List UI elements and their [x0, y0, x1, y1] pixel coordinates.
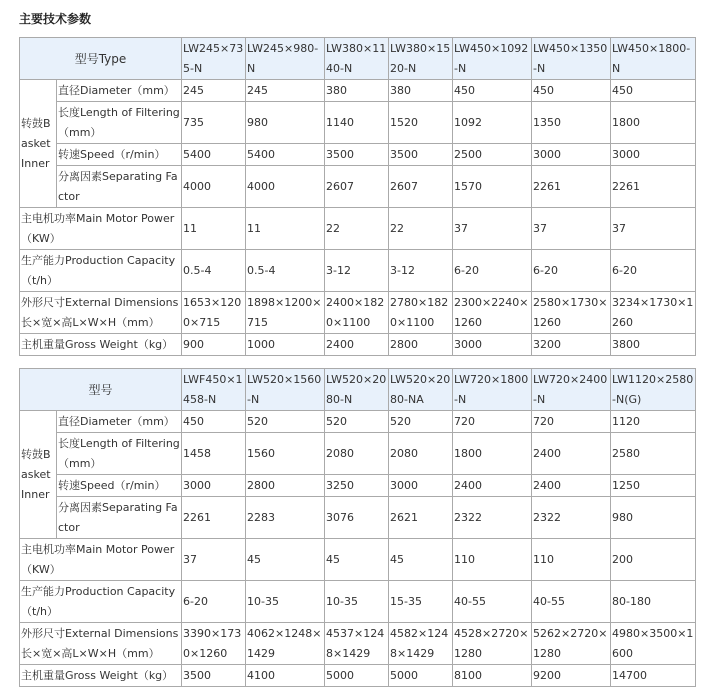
- header-row: [20, 369, 696, 411]
- table-cell: 380: [325, 80, 389, 102]
- table-cell: 2800: [246, 475, 325, 497]
- page-title: 主要技术参数: [19, 12, 92, 26]
- table-cell: 22: [389, 208, 453, 250]
- table-cell: 2580: [611, 433, 696, 475]
- row-label: 主电机功率Main Motor Power（KW）: [20, 208, 182, 250]
- table-cell: 10-35: [246, 581, 325, 623]
- row-label: 外形尺寸External Dimensions长×宽×高L×W×H（mm）: [20, 292, 182, 334]
- table-cell: 450: [532, 80, 611, 102]
- model-name: LW380×1140-N: [325, 38, 389, 80]
- table-row: [20, 411, 696, 433]
- table-cell: 4980×3500×1600: [611, 623, 696, 665]
- model-name: LW720×2400-N: [532, 369, 611, 411]
- table-cell: 40-55: [453, 581, 532, 623]
- table-cell: 2621: [389, 497, 453, 539]
- table-cell: 980: [611, 497, 696, 539]
- table-cell: 8100: [453, 665, 532, 687]
- table-cell: 3076: [325, 497, 389, 539]
- table-cell: 0.5-4: [246, 250, 325, 292]
- model-name: LW720×1800-N: [453, 369, 532, 411]
- table-cell: 45: [246, 539, 325, 581]
- table-cell: 3250: [325, 475, 389, 497]
- table-row: [20, 475, 696, 497]
- table-cell: 2400: [532, 433, 611, 475]
- model-name: LW520×1560-N: [246, 369, 325, 411]
- table-cell: 3800: [611, 334, 696, 356]
- model-name: LW450×1350-N: [532, 38, 611, 80]
- row-label: 主电机功率Main Motor Power（KW）: [20, 539, 182, 581]
- row-label: 外形尺寸External Dimensions长×宽×高L×W×H（mm）: [20, 623, 182, 665]
- model-name: LW380×1520-N: [389, 38, 453, 80]
- table-cell: 3000: [389, 475, 453, 497]
- table-row: [20, 623, 696, 665]
- table-cell: 980: [246, 102, 325, 144]
- table-cell: 380: [389, 80, 453, 102]
- table-cell: 200: [611, 539, 696, 581]
- row-label: 分离因素Separating Factor: [57, 166, 182, 208]
- table-cell: 6-20: [182, 581, 246, 623]
- table-cell: 2261: [532, 166, 611, 208]
- table-cell: 2300×2240×1260: [453, 292, 532, 334]
- row-label: 分离因素Separating Factor: [57, 497, 182, 539]
- table-cell: 4528×2720×1280: [453, 623, 532, 665]
- table-cell: 2800: [389, 334, 453, 356]
- model-name: LW1120×2580-N(G): [611, 369, 696, 411]
- table-cell: 5000: [325, 665, 389, 687]
- table-cell: 110: [532, 539, 611, 581]
- table-cell: 3000: [611, 144, 696, 166]
- model-header: 型号Type: [20, 38, 182, 80]
- table-cell: 2400: [453, 475, 532, 497]
- table-cell: 37: [182, 539, 246, 581]
- table-row: [20, 334, 696, 356]
- table-cell: 2500: [453, 144, 532, 166]
- table-cell: 5400: [182, 144, 246, 166]
- table-cell: 2322: [532, 497, 611, 539]
- row-label: 主机重量Gross Weight（kg）: [20, 334, 182, 356]
- table-cell: 3390×1730×1260: [182, 623, 246, 665]
- table-cell: 5400: [246, 144, 325, 166]
- model-name: LW450×1800-N: [611, 38, 696, 80]
- table-cell: 1653×1200×715: [182, 292, 246, 334]
- table-row: [20, 250, 696, 292]
- table-cell: 1800: [611, 102, 696, 144]
- table-cell: 2400: [532, 475, 611, 497]
- table-cell: 1140: [325, 102, 389, 144]
- table-cell: 2400×1820×1100: [325, 292, 389, 334]
- table-cell: 5262×2720×1280: [532, 623, 611, 665]
- table-cell: 2261: [611, 166, 696, 208]
- table-cell: 37: [453, 208, 532, 250]
- table-cell: 720: [532, 411, 611, 433]
- table-cell: 2607: [325, 166, 389, 208]
- table-row: [20, 144, 696, 166]
- table-cell: 1000: [246, 334, 325, 356]
- model-name: LW450×1092-N: [453, 38, 532, 80]
- table-cell: 900: [182, 334, 246, 356]
- table-cell: 3000: [182, 475, 246, 497]
- table-cell: 3-12: [389, 250, 453, 292]
- table-cell: 245: [246, 80, 325, 102]
- table-cell: 4000: [182, 166, 246, 208]
- table-row: [20, 102, 696, 144]
- table-row: [20, 433, 696, 475]
- table-cell: 520: [246, 411, 325, 433]
- table-cell: 245: [182, 80, 246, 102]
- table-cell: 1570: [453, 166, 532, 208]
- model-name: LWF450×1458-N: [182, 369, 246, 411]
- table-cell: 2283: [246, 497, 325, 539]
- table-cell: 22: [325, 208, 389, 250]
- row-label: 直径Diameter（mm）: [57, 411, 182, 433]
- row-label: 直径Diameter（mm）: [57, 80, 182, 102]
- table-cell: 9200: [532, 665, 611, 687]
- table-cell: 3-12: [325, 250, 389, 292]
- table-cell: 11: [182, 208, 246, 250]
- table-cell: 1898×1200×715: [246, 292, 325, 334]
- table-cell: 45: [389, 539, 453, 581]
- row-label: 转速Speed（r/min）: [57, 144, 182, 166]
- table-cell: 4000: [246, 166, 325, 208]
- table-cell: 15-35: [389, 581, 453, 623]
- table-cell: 2580×1730×1260: [532, 292, 611, 334]
- table-cell: 37: [532, 208, 611, 250]
- table-cell: 5000: [389, 665, 453, 687]
- table-cell: 3234×1730×1260: [611, 292, 696, 334]
- table-cell: 6-20: [532, 250, 611, 292]
- table-cell: 4100: [246, 665, 325, 687]
- table-cell: 6-20: [453, 250, 532, 292]
- table-cell: 10-35: [325, 581, 389, 623]
- row-label: 转速Speed（r/min）: [57, 475, 182, 497]
- table-cell: 1458: [182, 433, 246, 475]
- table-cell: 40-55: [532, 581, 611, 623]
- basket-group-label: 转鼓Basket Inner: [20, 411, 57, 539]
- row-label: 长度Length of Filtering（mm）: [57, 433, 182, 475]
- table-cell: 45: [325, 539, 389, 581]
- row-label: 生产能力Production Capacity（t/h）: [20, 581, 182, 623]
- table-cell: 2080: [325, 433, 389, 475]
- table-row: [20, 539, 696, 581]
- table-cell: 3000: [453, 334, 532, 356]
- table-cell: 3500: [389, 144, 453, 166]
- table-cell: 11: [246, 208, 325, 250]
- table-cell: 720: [453, 411, 532, 433]
- table-cell: 520: [325, 411, 389, 433]
- table-cell: 2780×1820×1100: [389, 292, 453, 334]
- table-cell: 1560: [246, 433, 325, 475]
- table-row: [20, 208, 696, 250]
- model-header: 型号: [20, 369, 182, 411]
- table-cell: 4537×1248×1429: [325, 623, 389, 665]
- table-cell: 4582×1248×1429: [389, 623, 453, 665]
- table-cell: 37: [611, 208, 696, 250]
- table-cell: 735: [182, 102, 246, 144]
- table-cell: 3000: [532, 144, 611, 166]
- table-cell: 450: [611, 80, 696, 102]
- table-cell: 450: [453, 80, 532, 102]
- table-cell: 2322: [453, 497, 532, 539]
- table-row: [20, 581, 696, 623]
- model-name: LW245×980-N: [246, 38, 325, 80]
- table-cell: 0.5-4: [182, 250, 246, 292]
- table-cell: 110: [453, 539, 532, 581]
- table-cell: 2400: [325, 334, 389, 356]
- row-label: 长度Length of Filtering（mm）: [57, 102, 182, 144]
- table-cell: 80-180: [611, 581, 696, 623]
- table-cell: 2607: [389, 166, 453, 208]
- table-cell: 450: [182, 411, 246, 433]
- row-label: 生产能力Production Capacity（t/h）: [20, 250, 182, 292]
- table-cell: 3500: [182, 665, 246, 687]
- table-cell: 1120: [611, 411, 696, 433]
- table-row: [20, 292, 696, 334]
- header-row: [20, 38, 696, 80]
- spec-table-2: [19, 368, 696, 687]
- table-cell: 2080: [389, 433, 453, 475]
- row-label: 主机重量Gross Weight（kg）: [20, 665, 182, 687]
- table-row: [20, 497, 696, 539]
- table-cell: 1800: [453, 433, 532, 475]
- table-cell: 1520: [389, 102, 453, 144]
- basket-group-label: 转鼓Basket Inner: [20, 80, 57, 208]
- model-name: LW520×2080-NA: [389, 369, 453, 411]
- table-cell: 2261: [182, 497, 246, 539]
- table-row: [20, 80, 696, 102]
- table-cell: 6-20: [611, 250, 696, 292]
- table-cell: 520: [389, 411, 453, 433]
- table-cell: 1092: [453, 102, 532, 144]
- model-name: LW245×735-N: [182, 38, 246, 80]
- table-cell: 1250: [611, 475, 696, 497]
- table-cell: 4062×1248×1429: [246, 623, 325, 665]
- table-cell: 3500: [325, 144, 389, 166]
- table-row: [20, 665, 696, 687]
- table-row: [20, 166, 696, 208]
- spec-table-1: [19, 37, 696, 356]
- table-cell: 1350: [532, 102, 611, 144]
- table-cell: 3200: [532, 334, 611, 356]
- model-name: LW520×2080-N: [325, 369, 389, 411]
- table-cell: 14700: [611, 665, 696, 687]
